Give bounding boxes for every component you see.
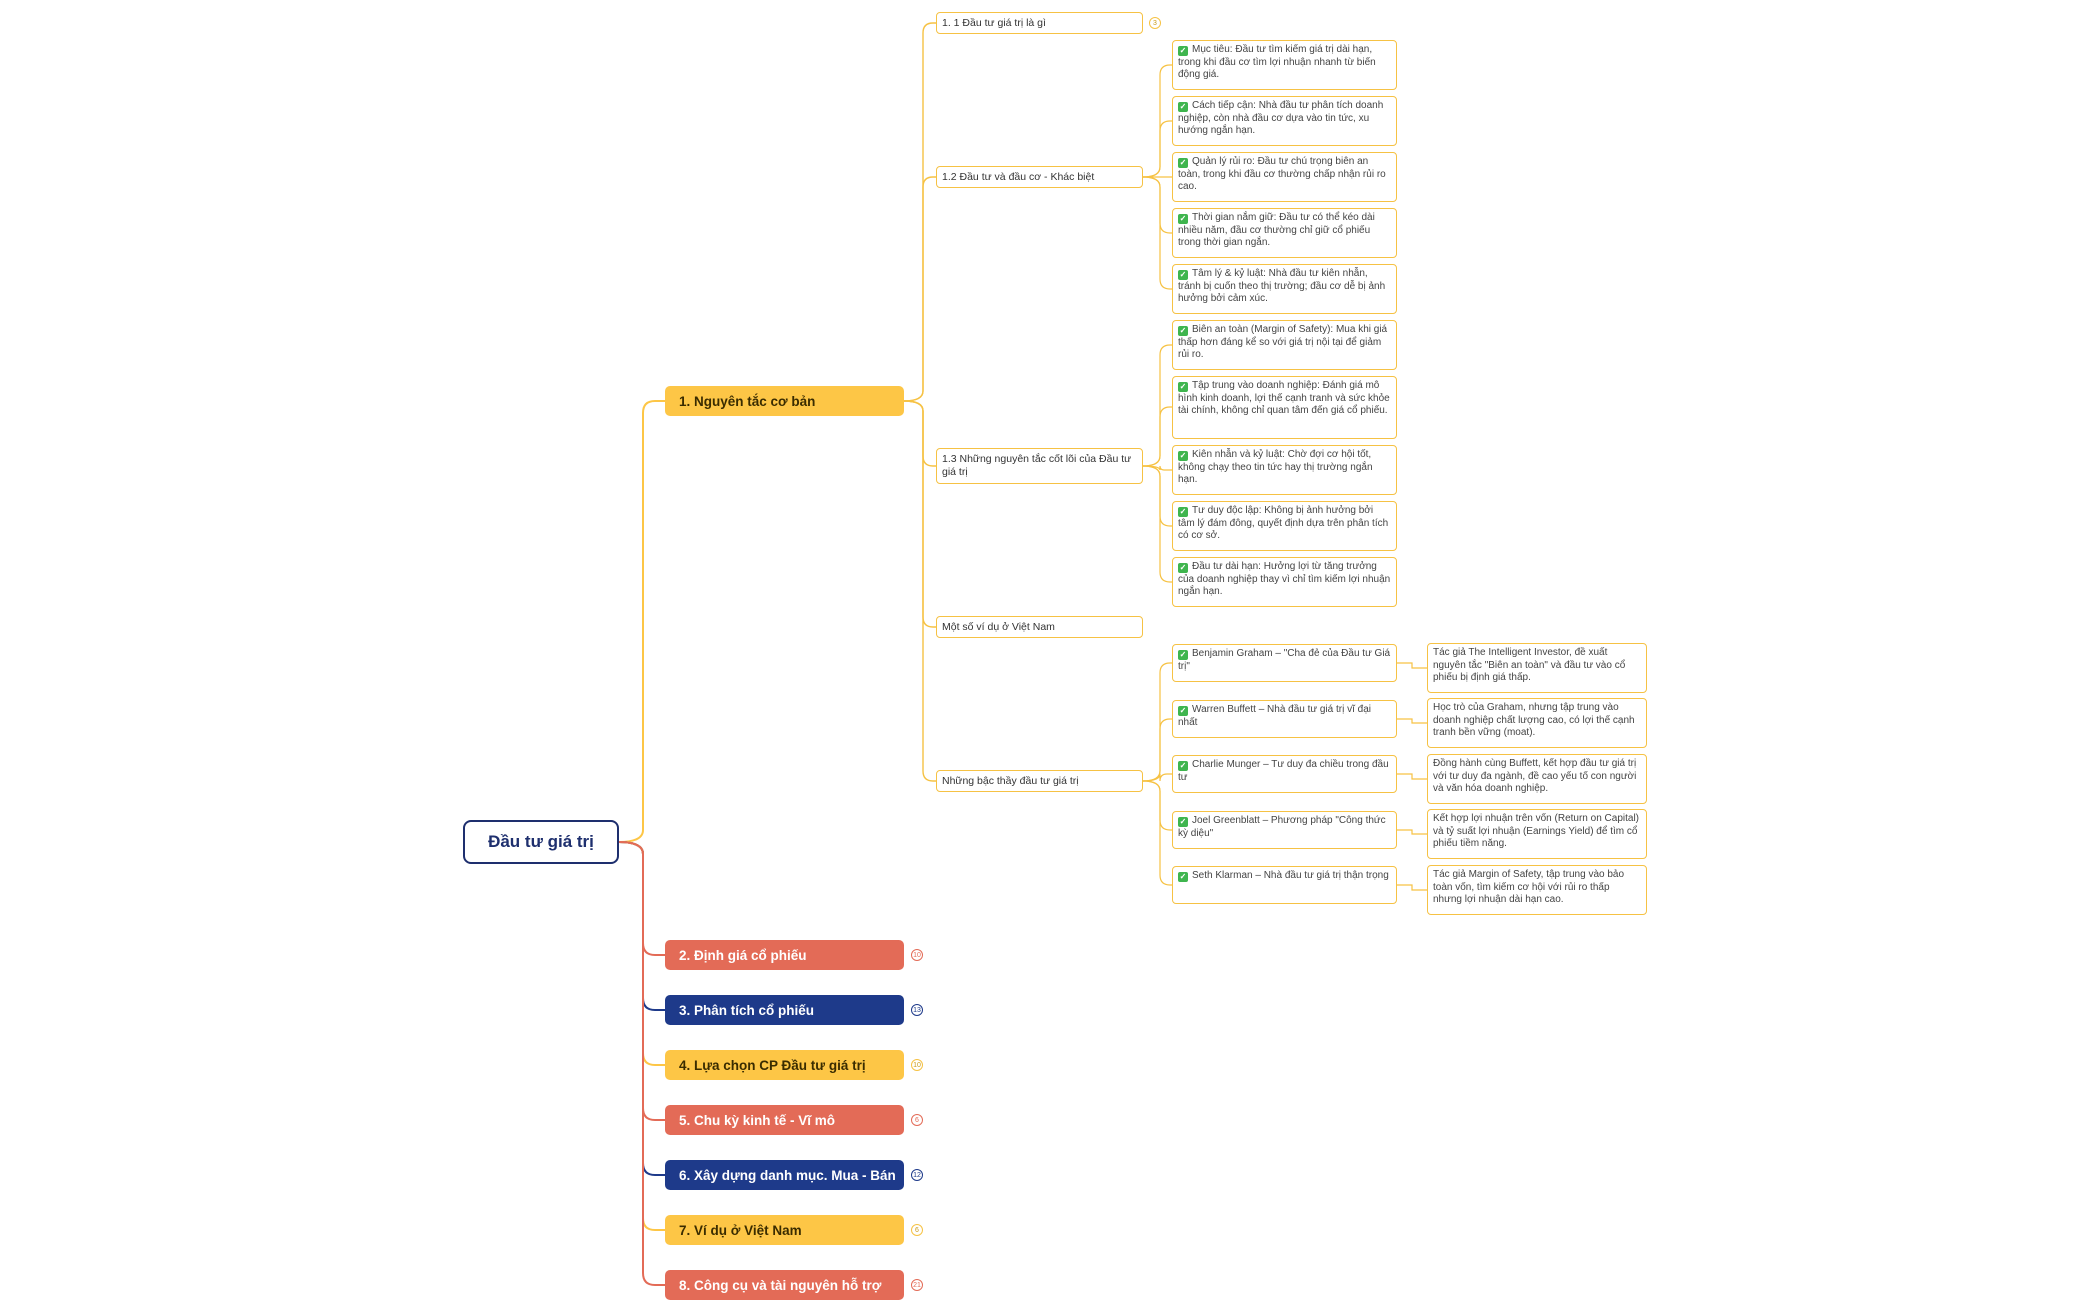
difference-item[interactable]: ✓ Tâm lý & kỷ luật: Nhà đầu tư kiên nhẫn, tránh bị cuốn theo thị trường; đầu cơ dễ bị ảnh hưởng bởi cảm xúc. [1172,264,1397,314]
checkbox-checked-icon[interactable]: ✓ [1179,817,1187,826]
subtopic-dau-tu-gia-tri-la-gi[interactable] [936,12,1143,34]
branch-cong-cu-tai-nguyen[interactable] [665,1270,904,1300]
checkbox-checked-icon[interactable]: ✓ [1179,706,1187,715]
master-detail-connector [1397,830,1427,834]
checkbox-checked-icon[interactable]: ✓ [1179,158,1187,167]
collapse-count-badge[interactable]: 6 [911,1224,923,1236]
collapse-count-badge[interactable]: 6 [911,1114,923,1126]
checkbox-checked-icon[interactable]: ✓ [1179,650,1187,659]
principle-item[interactable]: ✓ Kiên nhẫn và kỷ luật: Chờ đợi cơ hội tốt, không chạy theo tin tức hay thị trường ngắn hạn. [1172,445,1397,495]
principle-item[interactable]: ✓ Đầu tư dài hạn: Hưởng lợi từ tăng trưởng của doanh nghiệp thay vì chỉ tìm kiếm lợi nhuận ngắn hạn. [1172,557,1397,607]
difference-connector [1143,177,1172,233]
master-detail-connector [1397,774,1427,779]
branch-label: 1. Nguyên tắc cơ bản [679,393,816,409]
subtopic-label: 1.2 Đầu tư và đầu cơ - Khác biệt [942,170,1095,183]
difference-item[interactable]: ✓ Quản lý rủi ro: Đầu tư chú trọng biên an toàn, trong khi đầu cơ thường chấp nhận rủi ro cao. [1172,152,1397,202]
master-detail-connector [1397,885,1427,890]
root-branch-connector [619,842,665,955]
master-connector [1143,781,1172,830]
subtopic-connector [904,401,936,627]
principle-connector [1143,345,1172,466]
difference-item[interactable]: ✓ Mục tiêu: Đầu tư tìm kiếm giá trị dài hạn, trong khi đầu cơ tìm lợi nhuận nhanh từ biến động giá. [1172,40,1397,90]
master-detail[interactable]: Tác giả Margin of Safety, tập trung vào bảo toàn vốn, tìm kiếm cơ hội với rủi ro thấp nhưng lợi nhuận dài hạn cao. [1427,865,1647,915]
central-topic-label: Đầu tư giá trị [488,832,594,851]
difference-item[interactable]: ✓ Cách tiếp cận: Nhà đầu tư phân tích doanh nghiệp, còn nhà đầu cơ dựa vào tin tức, xu hướng ngắn hạn. [1172,96,1397,146]
master-item[interactable]: ✓ Charlie Munger – Tư duy đa chiều trong đầu tư [1172,755,1397,793]
master-item[interactable]: ✓ Seth Klarman – Nhà đầu tư giá trị thận trọng [1172,866,1397,904]
collapse-count-badge[interactable]: 13 [911,1004,923,1016]
subtopic-vi-du-viet-nam[interactable] [936,616,1143,638]
subtopic-nguyen-tac-cot-loi[interactable] [936,448,1143,484]
master-connector [1143,781,1172,885]
master-connector [1143,774,1172,781]
branch-dinh-gia-co-phieu[interactable] [665,940,904,970]
master-connector [1143,663,1172,781]
subtopic-connector [904,401,936,781]
root-branch-connector [619,842,665,1230]
branch-chu-ky-kinh-te[interactable] [665,1105,904,1135]
checkbox-checked-icon[interactable]: ✓ [1179,382,1187,391]
subtopic-connector [904,401,936,466]
master-detail[interactable]: Kết hợp lợi nhuận trên vốn (Return on Capital) và tỷ suất lợi nhuận (Earnings Yield) để tìm cổ phiếu tiềm năng. [1427,809,1647,859]
checkbox-checked-icon[interactable]: ✓ [1179,326,1187,335]
central-topic[interactable] [463,820,619,864]
master-detail-connector [1397,663,1427,668]
checkbox-checked-icon[interactable]: ✓ [1179,46,1187,55]
subtopic-label: Một số ví dụ ở Việt Nam [942,620,1055,633]
checkbox-checked-icon[interactable]: ✓ [1179,214,1187,223]
master-detail[interactable]: Tác giả The Intelligent Investor, đề xuất nguyên tắc "Biên an toàn" và đầu tư vào cổ phiếu bị định giá thấp. [1427,643,1647,693]
branch-vi-du-viet-nam[interactable] [665,1215,904,1245]
principle-connector [1143,407,1172,466]
difference-connector [1143,65,1172,177]
master-detail[interactable]: Học trò của Graham, nhưng tập trung vào doanh nghiệp chất lượng cao, có lợi thế cạnh tranh bền vững (moat). [1427,698,1647,748]
subtopic-bac-thay-dau-tu[interactable] [936,770,1143,792]
subtopic-label: 1.3 Những nguyên tắc cốt lõi của Đầu tư giá trị [942,453,1132,478]
collapse-count-badge[interactable]: 3 [1149,17,1161,29]
root-branch-connector [619,842,665,1065]
subtopic-label: Những bậc thầy đầu tư giá trị [942,774,1079,787]
principle-item[interactable]: ✓ Biên an toàn (Margin of Safety): Mua khi giá thấp hơn đáng kể so với giá trị nội tại để giảm rủi ro. [1172,320,1397,370]
root-branch-connector [619,842,665,1175]
principle-item[interactable]: ✓ Tư duy độc lập: Không bị ảnh hưởng bởi tâm lý đám đông, quyết định dựa trên phân tích có cơ sở. [1172,501,1397,551]
difference-connector [1143,121,1172,177]
branch-label: 7. Ví dụ ở Việt Nam [679,1222,802,1238]
branch-label: 2. Định giá cổ phiếu [679,947,807,963]
root-branch-connector [619,842,665,1285]
checkbox-checked-icon[interactable]: ✓ [1179,507,1187,516]
collapse-count-badge[interactable]: 21 [911,1279,923,1291]
checkbox-checked-icon[interactable]: ✓ [1179,761,1187,770]
checkbox-checked-icon[interactable]: ✓ [1179,872,1187,881]
checkbox-checked-icon[interactable]: ✓ [1179,451,1187,460]
root-branch-connector [619,842,665,1120]
principle-connector [1143,466,1172,582]
difference-item[interactable]: ✓ Thời gian nắm giữ: Đầu tư có thể kéo dài nhiều năm, đầu cơ thường chỉ giữ cổ phiếu trong thời gian ngắn. [1172,208,1397,258]
root-branch-connector [619,842,665,1010]
principle-item[interactable]: ✓ Tập trung vào doanh nghiệp: Đánh giá mô hình kinh doanh, lợi thế cạnh tranh và sức khỏe tài chính, không chỉ quan tâm đến giá cổ phiếu. [1172,376,1397,439]
difference-connector [1143,177,1172,289]
branch-lua-chon-cp[interactable] [665,1050,904,1080]
branch-label: 3. Phân tích cổ phiếu [679,1002,815,1018]
master-item[interactable]: ✓ Warren Buffett – Nhà đầu tư giá trị vĩ đại nhất [1172,700,1397,738]
branch-phan-tich-co-phieu[interactable] [665,995,904,1025]
collapse-count-badge[interactable]: 10 [911,1059,923,1071]
principle-connector [1143,466,1172,470]
branch-label: 8. Công cụ và tài nguyên hỗ trợ [679,1277,882,1293]
subtopic-label: 1. 1 Đầu tư giá trị là gì [942,16,1046,29]
subtopic-connector [904,23,936,401]
master-item[interactable]: ✓ Joel Greenblatt – Phương pháp "Công thức kỳ diệu" [1172,811,1397,849]
master-connector [1143,719,1172,781]
branch-nguyen-tac-co-ban[interactable] [665,386,904,416]
checkbox-checked-icon[interactable]: ✓ [1179,563,1187,572]
checkbox-checked-icon[interactable]: ✓ [1179,102,1187,111]
branch-label: 4. Lựa chọn CP Đầu tư giá trị [679,1057,866,1073]
branch-label: 5. Chu kỳ kinh tế - Vĩ mô [679,1112,836,1128]
principle-connector [1143,466,1172,526]
root-branch-connector [619,401,665,842]
subtopic-connector [904,177,936,401]
master-detail[interactable]: Đồng hành cùng Buffett, kết hợp đầu tư giá trị với tư duy đa ngành, đề cao yếu tố con người và văn hóa doanh nghiệp. [1427,754,1647,804]
master-detail-connector [1397,719,1427,723]
branch-xay-dung-danh-muc[interactable] [665,1160,904,1190]
collapse-count-badge[interactable]: 10 [911,949,923,961]
branch-label: 6. Xây dựng danh mục. Mua - Bán [679,1167,896,1183]
master-item[interactable]: ✓ Benjamin Graham – "Cha đẻ của Đầu tư Giá trị" [1172,644,1397,682]
checkbox-checked-icon[interactable]: ✓ [1179,270,1187,279]
collapse-count-badge[interactable]: 12 [911,1169,923,1181]
subtopic-dau-tu-va-dau-co[interactable] [936,166,1143,188]
